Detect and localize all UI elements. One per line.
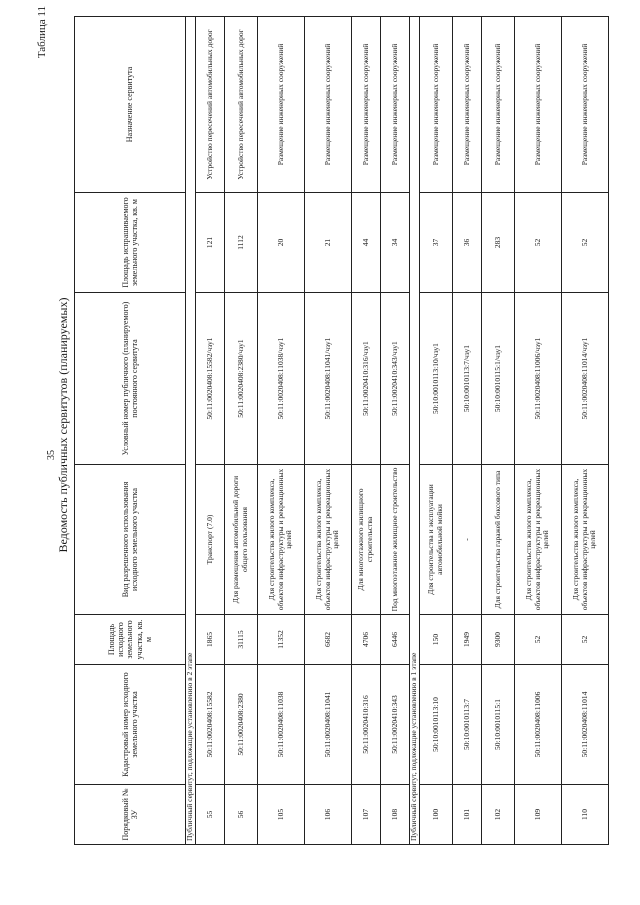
- cell-servitude-number: 50:11:0020408:11006/чзу1: [515, 293, 562, 465]
- cell-purpose: Размещение инженерных сооружений: [515, 17, 562, 193]
- cell-servitude-area: 283: [482, 193, 515, 293]
- section-heading: Публичный сервитут, подлежащие установлению в 2 этапе: [186, 17, 196, 845]
- page-number: 35: [46, 450, 57, 460]
- cell-servitude-number: 50:11:0020410:316/чзу1: [352, 293, 381, 465]
- section-heading: Публичный сервитут, подлежащие установлению в 1 этапе: [410, 17, 420, 845]
- cell-cadastral: 50:11:0020408:15582: [196, 665, 225, 785]
- cell-servitude-area: 21: [305, 193, 352, 293]
- cell-cadastral: 50:11:0020408:11038: [258, 665, 305, 785]
- cell-area: 9300: [482, 615, 515, 665]
- cell-use: Для строительства жилого комплекса, объектов инфраструктуры и рекреационных целей: [305, 465, 352, 615]
- cell-purpose: Устройство пересечений автомобильных дорог: [196, 17, 225, 193]
- cell-servitude-number: 50:11:0020408:15582/чзу1: [196, 293, 225, 465]
- table-row: [515, 17, 562, 845]
- table-row: [258, 17, 305, 845]
- cell-servitude-number: 50:11:0020408:11041/чзу1: [305, 293, 352, 465]
- cell-index: 102: [482, 785, 515, 845]
- servitude-table: [74, 16, 609, 845]
- cell-cadastral: 50:10:0010113:7: [453, 665, 482, 785]
- cell-purpose: Размещение инженерных сооружений: [420, 17, 453, 193]
- cell-purpose: Размещение инженерных сооружений: [453, 17, 482, 193]
- table-row: [196, 17, 225, 845]
- cell-use: Для строительства жилого комплекса, объектов инфраструктуры и рекреационных целей: [515, 465, 562, 615]
- cell-servitude-number: 50:11:0020408:11038/чзу1: [258, 293, 305, 465]
- cell-servitude-area: 121: [196, 193, 225, 293]
- col-header-cadastral: Кадастровый номер исходного земельного участка: [75, 665, 186, 785]
- table-row: [305, 17, 352, 845]
- cell-index: 56: [225, 785, 258, 845]
- cell-index: 105: [258, 785, 305, 845]
- cell-servitude-number: 50:11:0020410:343/чзу1: [381, 293, 410, 465]
- cell-area: 1865: [196, 615, 225, 665]
- cell-cadastral: 50:11:0020408:2380: [225, 665, 258, 785]
- cell-index: 100: [420, 785, 453, 845]
- cell-purpose: Размещение инженерных сооружений: [482, 17, 515, 193]
- cell-servitude-number: 50:10:0010115:1/чзу1: [482, 293, 515, 465]
- col-header-purpose: Назначение сервитута: [75, 17, 186, 193]
- cell-area: 4706: [352, 615, 381, 665]
- cell-use: Для строительства жилого комплекса, объектов инфраструктуры и рекреационных целей: [562, 465, 609, 615]
- cell-use: Для строительства гаражей боксового типа: [482, 465, 515, 615]
- cell-area: 52: [562, 615, 609, 665]
- cell-cadastral: 50:11:0020408:11006: [515, 665, 562, 785]
- header-row: [75, 17, 186, 845]
- cell-purpose: Размещение инженерных сооружений: [258, 17, 305, 193]
- cell-servitude-number: 50:11:0020408:11014/чзу1: [562, 293, 609, 465]
- cell-cadastral: 50:10:0010113:10: [420, 665, 453, 785]
- cell-index: 110: [562, 785, 609, 845]
- cell-index: 101: [453, 785, 482, 845]
- table-row: [453, 17, 482, 845]
- cell-use: Для строительства и эксплуатации автомобильной мойки: [420, 465, 453, 615]
- cell-area: 6446: [381, 615, 410, 665]
- cell-servitude-area: 37: [420, 193, 453, 293]
- cell-index: 108: [381, 785, 410, 845]
- table-row: [225, 17, 258, 845]
- cell-purpose: Размещение инженерных сооружений: [562, 17, 609, 193]
- table-row: [352, 17, 381, 845]
- cell-servitude-number: 50:10:0010113:7/чзу1: [453, 293, 482, 465]
- cell-use: Для многоэтажного жилищного строительства: [352, 465, 381, 615]
- cell-servitude-area: 1112: [225, 193, 258, 293]
- col-header-use: Вид разрешенного использования исходного земельного участка: [75, 465, 186, 615]
- cell-purpose: Устройство пересечений автомобильных дорог: [225, 17, 258, 193]
- table-row: [420, 17, 453, 845]
- cell-servitude-number: 50:11:0020408:2380/чзу1: [225, 293, 258, 465]
- cell-servitude-area: 52: [562, 193, 609, 293]
- cell-cadastral: 50:11:0020408:11014: [562, 665, 609, 785]
- cell-cadastral: 50:10:0010115:1: [482, 665, 515, 785]
- cell-cadastral: 50:11:0020408:11041: [305, 665, 352, 785]
- section-heading-row: [186, 17, 196, 845]
- cell-use: Транспорт (7.0): [196, 465, 225, 615]
- cell-use: Для размещения автомобильной дороги общего пользования: [225, 465, 258, 615]
- col-header-servitude-number: Условный номер публичного (планируемого) постоянного сервитута: [75, 293, 186, 465]
- document-title: Ведомость публичных сервитутов (планируемых): [56, 297, 70, 553]
- cell-use: Под многоэтажное жилищное строительство: [381, 465, 410, 615]
- cell-servitude-number: 50:10:0010113:10/чзу1: [420, 293, 453, 465]
- cell-area: 31115: [225, 615, 258, 665]
- col-header-servitude-area: Площадь испрашиваемого земельного участка, кв. м: [75, 193, 186, 293]
- cell-cadastral: 50:11:0020410:343: [381, 665, 410, 785]
- cell-purpose: Размещение инженерных сооружений: [352, 17, 381, 193]
- table-row: [482, 17, 515, 845]
- cell-cadastral: 50:11:0020410:316: [352, 665, 381, 785]
- cell-servitude-area: 36: [453, 193, 482, 293]
- cell-servitude-area: 44: [352, 193, 381, 293]
- cell-index: 106: [305, 785, 352, 845]
- table-row: [381, 17, 410, 845]
- cell-area: 6682: [305, 615, 352, 665]
- table-label: Таблица 11: [36, 6, 48, 59]
- cell-area: 1949: [453, 615, 482, 665]
- col-header-index: Порядковый № ЗУ: [75, 785, 186, 845]
- col-header-area: Площадь исходного земельного участка, кв. м: [75, 615, 186, 665]
- cell-servitude-area: 52: [515, 193, 562, 293]
- cell-servitude-area: 20: [258, 193, 305, 293]
- cell-purpose: Размещение инженерных сооружений: [305, 17, 352, 193]
- cell-use: -: [453, 465, 482, 615]
- section-heading-row: [410, 17, 420, 845]
- cell-area: 11352: [258, 615, 305, 665]
- table-row: [562, 17, 609, 845]
- cell-area: 52: [515, 615, 562, 665]
- cell-area: 150: [420, 615, 453, 665]
- cell-servitude-area: 34: [381, 193, 410, 293]
- cell-index: 107: [352, 785, 381, 845]
- cell-index: 55: [196, 785, 225, 845]
- cell-purpose: Размещение инженерных сооружений: [381, 17, 410, 193]
- cell-use: Для строительства жилого комплекса, объектов инфраструктуры и рекреационных целей: [258, 465, 305, 615]
- cell-index: 109: [515, 785, 562, 845]
